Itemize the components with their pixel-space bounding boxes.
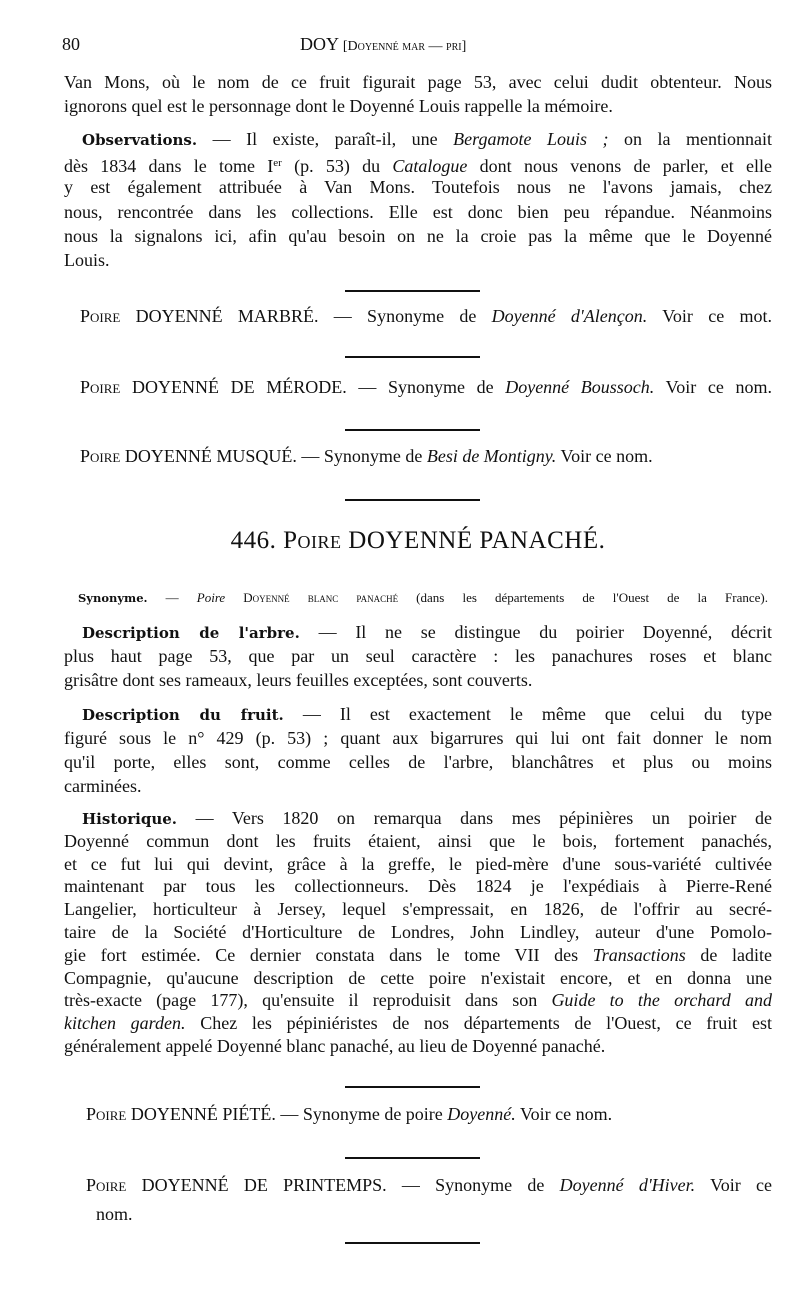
text-run: Louis. <box>64 250 110 270</box>
text-run: dès 1834 dans le tome I <box>64 156 274 177</box>
text-line <box>64 897 772 921</box>
text-line <box>64 774 772 798</box>
text-line <box>86 1102 772 1126</box>
text-run: Van Mons, où le nom de ce fruit figurait page 53, avec celui dudit obtenteur. Nous <box>64 72 772 92</box>
text-line <box>64 988 772 1012</box>
text-run: carminées. <box>64 776 142 796</box>
text-run: Voir ce mot. <box>647 306 772 326</box>
italic-text: Transactions <box>592 944 686 965</box>
italic-text: kitchen garden. <box>64 1013 186 1034</box>
separator-rule <box>345 429 480 431</box>
small-caps-text: Poire <box>80 446 121 466</box>
small-caps-text: Poire <box>86 1175 127 1195</box>
text-line <box>64 726 772 750</box>
text-run: — Il existe, paraît-il, une <box>197 129 454 149</box>
section-heading: Description du fruit. <box>82 706 284 724</box>
text-run: Doyenné commun dont les fruits étaient, ainsi que le bois, fortement panachés, <box>64 830 772 851</box>
text-line <box>64 175 772 199</box>
text-run: DOYENNÉ DE MÉRODE. — Synonyme de <box>120 377 506 397</box>
text-line <box>64 94 772 118</box>
text-run: de ladite <box>685 944 772 965</box>
text-line <box>82 127 772 151</box>
text-run: Voir ce nom. <box>556 446 653 466</box>
text-run: — Il est exactement le même que celui du type <box>283 704 772 724</box>
text-run: plus haut page 53, que par un seul caractère : les panachures roses et blanc <box>64 646 772 666</box>
text-line <box>80 304 772 328</box>
text-line <box>64 852 772 876</box>
text-run: Langelier, horticulteur à Jersey, lequel s'empressait, en 1826, de l'offrir au secré- <box>64 899 772 920</box>
text-run: DOYENNÉ MARBRÉ. — Synonyme de <box>120 306 492 326</box>
section-heading: Historique. <box>82 810 178 828</box>
small-caps-text: Doyenné blanc panaché <box>243 590 399 605</box>
text-run: ignorons quel est le personnage dont le Doyenné Louis rappelle la mémoire. <box>64 96 613 116</box>
text-run: — <box>147 590 197 605</box>
text-line <box>64 874 772 898</box>
running-head-word: DOY <box>300 34 339 54</box>
text-run: figuré sous le n° 429 (p. 53) ; quant aux bigarrures qui lui ont fait donner le nom <box>64 728 772 748</box>
section-heading: Synonyme. <box>78 591 148 605</box>
text-line <box>64 224 772 248</box>
text-line <box>82 702 772 726</box>
separator-rule <box>345 1157 480 1159</box>
running-head <box>300 34 466 57</box>
separator-rule <box>345 356 480 358</box>
italic-text: Doyenné d'Hiver. <box>559 1175 696 1195</box>
text-run: 446. <box>230 527 284 554</box>
text-run: (dans les départements de l'Ouest de la France). <box>398 590 768 605</box>
text-line <box>64 668 772 692</box>
text-run: nous la signalons ici, afin qu'au besoin on ne la croie pas la même que le Doyenné <box>64 225 772 246</box>
italic-text: Guide to the orchard and <box>551 990 772 1011</box>
italic-text: Doyenné Boussoch. <box>505 377 655 397</box>
italic-text: Bergamote Louis ; <box>453 129 609 149</box>
section-heading: Description de l'arbre. <box>82 624 300 642</box>
text-run: DOYENNÉ DE PRINTEMPS. — Synonyme de <box>126 1175 560 1195</box>
text-run: grisâtre dont ses rameaux, leurs feuilles exceptées, sont couverts. <box>64 670 533 690</box>
small-caps-text: Poire <box>283 527 342 554</box>
running-head-range: [Doyenné mar — pri] <box>342 39 467 54</box>
text-line <box>78 586 768 610</box>
text-run: Voir ce nom. <box>654 377 773 397</box>
text-line <box>82 806 772 830</box>
text-run: nous, rencontrée dans les collections. Elle est donc bien peu répandue. Néanmoins <box>64 201 772 222</box>
text-line <box>64 151 772 175</box>
text-line <box>64 829 772 853</box>
text-line <box>64 644 772 668</box>
section-heading: Observations. <box>82 131 198 149</box>
italic-text: Besi de Montigny. <box>426 446 557 466</box>
text-line <box>64 529 772 553</box>
text-line <box>82 620 772 644</box>
text-line <box>86 1173 772 1197</box>
separator-rule <box>345 290 480 292</box>
text-run: Voir ce <box>695 1175 773 1195</box>
text-run: on la mentionnait <box>608 129 772 149</box>
italic-text: Doyenné. <box>447 1104 516 1124</box>
text-run: Compagnie, qu'aucune description de cette poire n'existait encore, et en donna une <box>64 967 772 988</box>
text-run: et ce fut lui qui devint, grâce à la greffe, le pied-mère d'une sous-variété cultivée <box>64 853 772 874</box>
small-caps-text: Poire <box>80 377 121 397</box>
superscript: er <box>273 157 282 170</box>
text-run: Chez les pépiniéristes de nos départements de l'Ouest, ce fruit est <box>185 1013 772 1034</box>
text-run: Voir ce nom. <box>515 1104 613 1124</box>
text-run: généralement appelé Doyenné blanc panaché, au lieu de Doyenné panaché. <box>64 1036 606 1056</box>
text-run: — Vers 1820 on remarqua dans mes pépinières un poirier de <box>177 808 772 828</box>
text-line <box>64 920 772 944</box>
text-line <box>80 375 772 399</box>
text-run: dont nous venons de parler, et elle <box>467 156 772 177</box>
small-caps-text: Poire <box>86 1104 127 1124</box>
text-run: DOYENNÉ PIÉTÉ. — Synonyme de poire <box>126 1104 448 1124</box>
text-run: y est également attribuée à Van Mons. Toutefois nous ne l'avons jamais, chez <box>64 177 772 198</box>
text-run: très-exacte (page 177), qu'ensuite il reproduisit dans son <box>64 990 552 1011</box>
separator-rule <box>345 499 480 501</box>
text-run: qu'il porte, elles sont, comme celles de l'arbre, blanchâtres et plus ou moins <box>64 752 772 772</box>
text-line <box>64 750 772 774</box>
page-number: 80 <box>62 34 80 54</box>
text-run: (p. 53) du <box>281 156 393 177</box>
text-run: DOYENNÉ PANACHÉ. <box>341 527 606 554</box>
text-run: nom. <box>96 1204 133 1224</box>
small-caps-text: Poire <box>80 306 121 326</box>
text-run: DOYENNÉ MUSQUÉ. — Synonyme de <box>120 446 427 466</box>
text-line <box>64 966 772 990</box>
text-run: taire de la Société d'Horticulture de Londres, John Lindley, auteur d'une Pomolo- <box>64 922 772 942</box>
italic-text: Catalogue <box>392 156 468 177</box>
text-line <box>64 1034 772 1058</box>
text-run: maintenant par tous les collectionneurs. Dès 1824 je l'expédiais à Pierre-René <box>64 876 772 897</box>
text-run: — Il ne se distingue du poirier Doyenné, décrit <box>299 622 772 642</box>
text-line <box>96 1202 772 1226</box>
text-line <box>80 444 772 468</box>
text-line <box>64 248 772 272</box>
text-run <box>225 590 243 605</box>
text-line <box>64 1011 772 1035</box>
separator-rule <box>345 1086 480 1088</box>
text-line <box>64 70 772 94</box>
text-line <box>64 200 772 224</box>
text-line <box>64 943 772 967</box>
italic-text: Doyenné d'Alençon. <box>491 306 648 326</box>
italic-text: Poire <box>196 590 226 605</box>
separator-rule <box>345 1242 480 1244</box>
text-run: gie fort estimée. Ce dernier constata dans le tome VII des <box>64 944 593 965</box>
